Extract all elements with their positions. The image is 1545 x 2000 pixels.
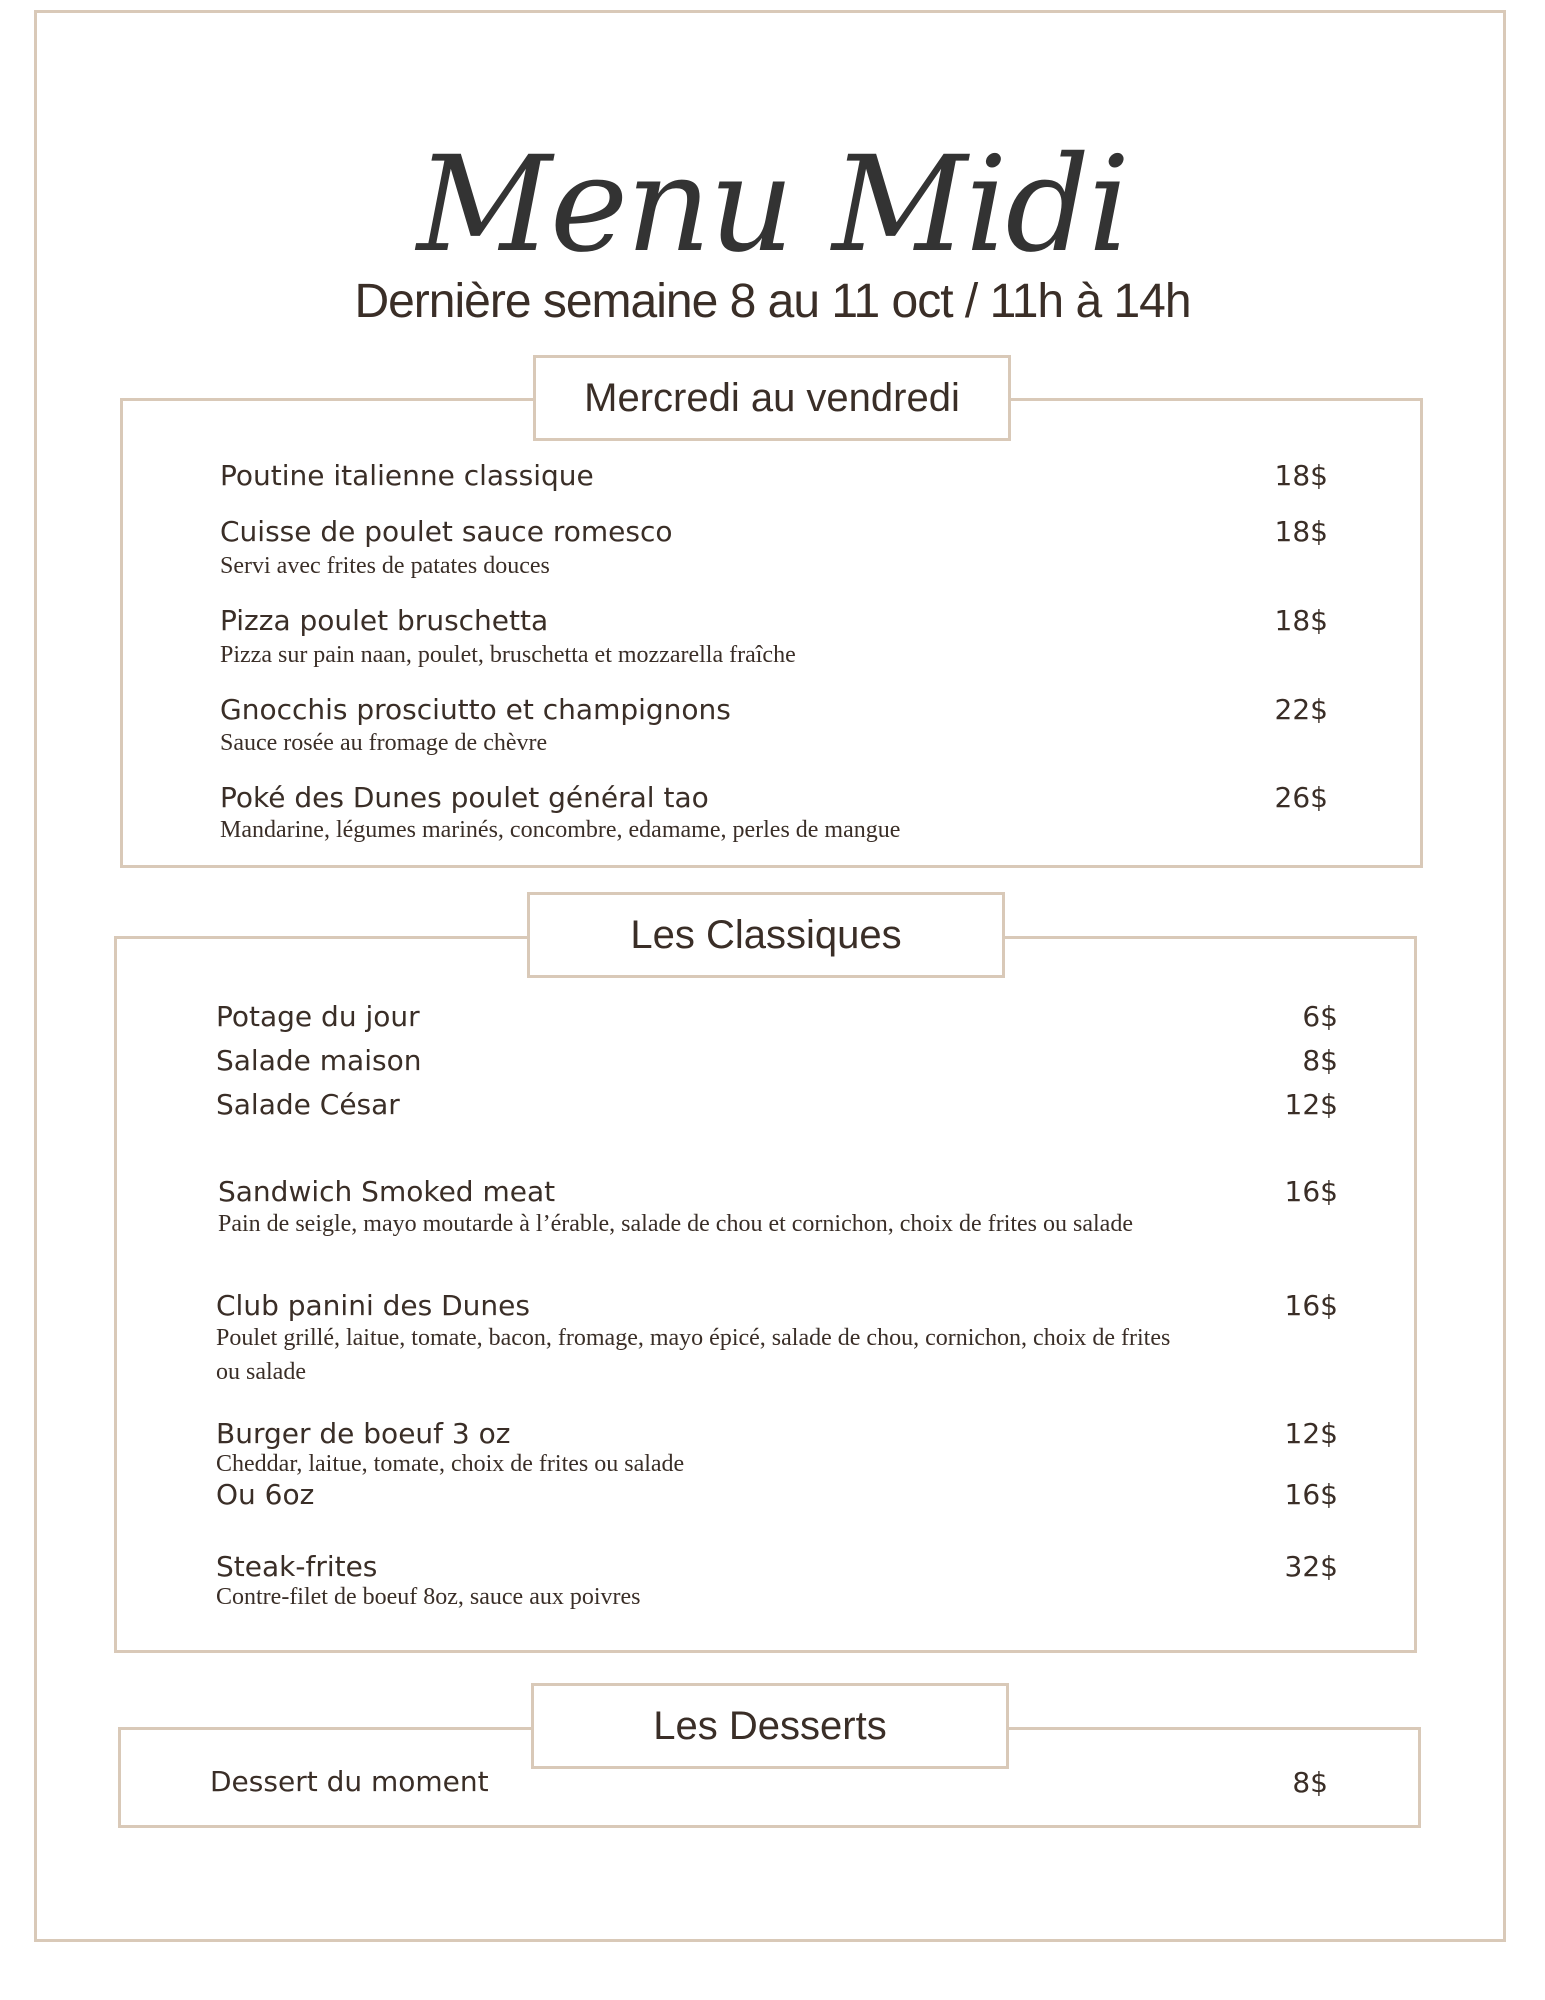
section-desserts-title: Les Desserts [531, 1683, 1009, 1769]
item-name: Club panini des Dunes [216, 1289, 530, 1322]
item-name: Salade César [216, 1088, 400, 1121]
item-name: Pizza poulet bruschetta [220, 604, 549, 637]
item-name: Dessert du moment [210, 1765, 489, 1798]
section-classiques-title: Les Classiques [527, 892, 1005, 978]
item-name: Salade maison [216, 1044, 422, 1077]
item-price: 12$ [1284, 1088, 1338, 1121]
section-mercredi-title: Mercredi au vendredi [533, 355, 1011, 441]
item-name: Potage du jour [216, 1000, 420, 1033]
item-name: Poké des Dunes poulet général tao [220, 781, 709, 814]
item-name: Burger de boeuf 3 oz [216, 1417, 511, 1450]
item-price: 8$ [1292, 1766, 1328, 1799]
item-name: Ou 6oz [216, 1478, 315, 1511]
item-description: Servi avec frites de patates douces [220, 553, 550, 579]
item-price: 18$ [1274, 515, 1328, 548]
item-price: 16$ [1284, 1289, 1338, 1322]
item-description: Pizza sur pain naan, poulet, bruschetta et mozzarella fraîche [220, 642, 796, 668]
item-price: 32$ [1284, 1550, 1338, 1583]
item-name: Poutine italienne classique [220, 459, 594, 492]
menu-subtitle: Dernière semaine 8 au 11 oct / 11h à 14h [354, 275, 1191, 328]
item-description: Cheddar, laitue, tomate, choix de frites ou salade [216, 1451, 685, 1477]
item-name: Cuisse de poulet sauce romesco [220, 515, 673, 548]
item-name: Steak-frites [216, 1550, 378, 1583]
item-description: Poulet grillé, laitue, tomate, bacon, fromage, mayo épicé, salade de chou, cornichon, choix de frites ou salade [216, 1325, 1171, 1385]
item-description: Contre-filet de boeuf 8oz, sauce aux poivres [216, 1584, 641, 1610]
item-price: 26$ [1274, 781, 1328, 814]
menu-title: Menu Midi [416, 128, 1129, 282]
item-description: Sauce rosée au fromage de chèvre [220, 730, 548, 756]
item-price: 22$ [1274, 693, 1328, 726]
item-price: 18$ [1274, 604, 1328, 637]
item-description: Pain de seigle, mayo moutarde à l’érable, salade de chou et cornichon, choix de frites ou salade [218, 1211, 1133, 1237]
item-price: 16$ [1284, 1478, 1338, 1511]
item-description: Mandarine, légumes marinés, concombre, edamame, perles de mangue [220, 817, 901, 843]
item-price: 12$ [1284, 1417, 1338, 1450]
item-price: 8$ [1302, 1044, 1338, 1077]
item-price: 18$ [1274, 459, 1328, 492]
item-name: Gnocchis prosciutto et champignons [220, 693, 731, 726]
item-name: Sandwich Smoked meat [218, 1175, 556, 1208]
item-price: 6$ [1302, 1000, 1338, 1033]
item-price: 16$ [1284, 1175, 1338, 1208]
